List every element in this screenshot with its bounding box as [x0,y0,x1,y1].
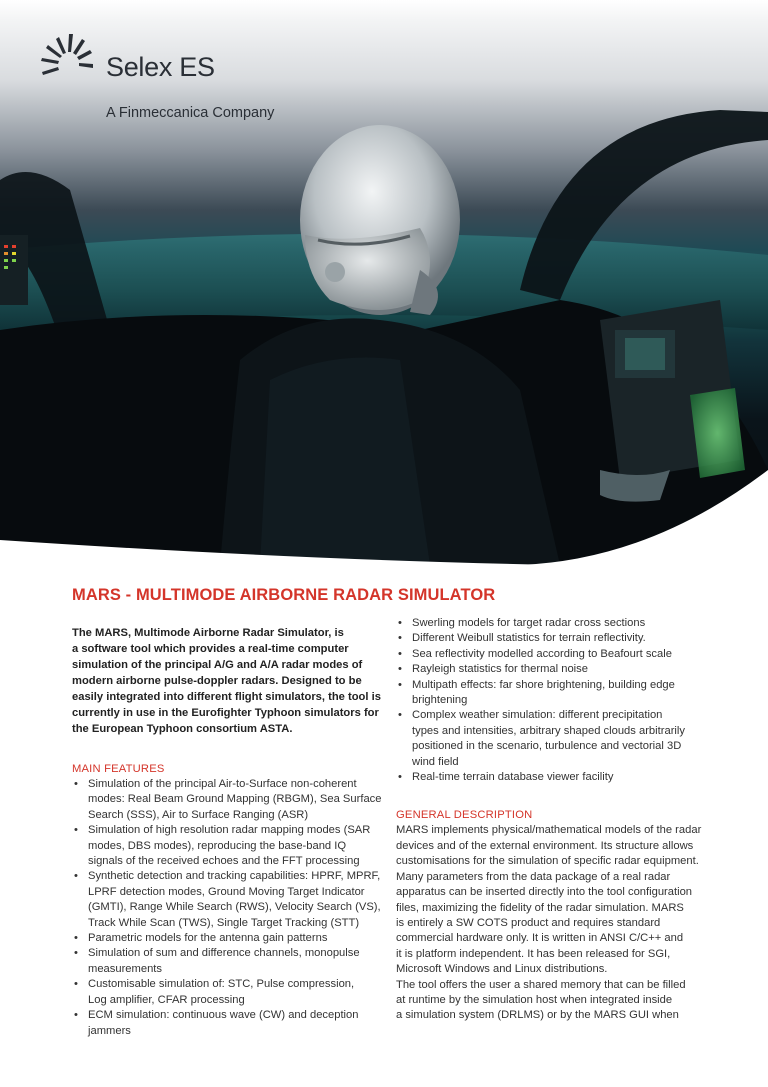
right-column [396,616,706,1024]
radiating-arc-icon [38,30,100,92]
main-features-title: MAIN FEATURES [72,763,165,775]
description-line: customisations for the simulation of specific radar equipment. [396,855,699,868]
page-title: MARS - MULTIMODE AIRBORNE RADAR SIMULATOR [72,586,496,604]
list-item: • Complex weather simulation: different precipitation types and intensities, arbitrary shaped clouds arbitrarily positioned in the scenario, turbulence and vectorial 3D wind field [396,708,706,770]
description-line: apparatus can be inserted directly into the tool configuration [396,886,693,899]
general-description-title: GENERAL DESCRIPTION [396,809,533,822]
description-line: The tool offers the user a shared memory that can be filled [396,978,686,991]
list-item: • Simulation of the principal Air-to-Surface non-coherent modes: Real Beam Ground Mapping (RBGM), Sea Surface Search (SSS), Air to Surface Ranging (ASR) [72,777,384,823]
description-line: MARS implements physical/mathematical models of the radar [396,824,702,837]
list-item: • Different Weibull statistics for terrain reflectivity. [396,631,706,646]
description-line: a simulation system (DRLMS) or by the MARS GUI when [396,1009,679,1022]
description-line: at runtime by the simulation host when integrated inside [396,993,673,1006]
brand-logo [38,30,318,130]
intro-line: currently in use in the Eurofighter Typhoon simulators for [72,707,379,719]
brand-tagline: A Finmeccanica Company [106,105,275,121]
list-item: • Simulation of sum and difference channels, monopulse measurements [72,946,384,977]
brand-name: Selex ES [106,52,215,82]
description-line: Microsoft Windows and Linux distributions. [396,963,608,976]
list-item: • Customisable simulation of: STC, Pulse compression, Log amplifier, CFAR processing [72,977,384,1008]
general-description-body [396,823,706,1023]
list-item: • Simulation of high resolution radar mapping modes (SAR modes, DBS modes), reproducing the base-band IQ signals of the received echoes and the FFT processing [72,823,384,869]
intro-line: the European Typhoon consortium ASTA. [72,723,293,735]
list-item: • Multipath effects: far shore brightening, building edge brightening [396,678,706,709]
description-line: files, maximizing the fidelity of the radar simulation. MARS [396,901,684,914]
list-item: • Swerling models for target radar cross sections [396,616,706,631]
list-item: • Real-time terrain database viewer facility [396,770,706,785]
left-column [72,625,384,1039]
description-line: commercial hardware only. It is written in ANSI C/C++ and [396,932,684,945]
intro-paragraph [72,625,384,737]
list-item: • Sea reflectivity modelled according to Beafourt scale [396,647,706,662]
list-item: • Synthetic detection and tracking capabilities: HPRF, MPRF, LPRF detection modes, Ground Moving Target Indicator (GMTI), Range While Search (RWS), Velocity Search (VS), Track While Scan (TWS), Single Target Tracking (STT) [72,869,384,931]
intro-line: a software tool which provides a real-time computer [72,643,349,655]
main-features-list [72,777,384,1039]
instrument-panel-left [0,235,28,305]
description-line: it is platform independent. It has been released for SGI, [396,947,671,960]
intro-line: The MARS, Multimode Airborne Radar Simulator, is [72,627,344,639]
list-item: • Rayleigh statistics for thermal noise [396,662,706,677]
description-line: Many parameters from the data package of a real radar [396,870,671,883]
description-line: is entirely a SW COTS product and requires standard [396,916,661,929]
additional-features-list [396,616,706,785]
intro-line: easily integrated into different flight simulators, the tool is [72,691,381,703]
pilot-helmet [300,125,460,315]
list-item: • Parametric models for the antenna gain patterns [72,931,384,946]
list-item: • ECM simulation: continuous wave (CW) and deception jammers [72,1008,384,1039]
intro-line: simulation of the principal A/G and A/A radar modes of [72,659,363,671]
intro-line: modern airborne pulse-doppler radars. Designed to be [72,675,362,687]
description-line: devices and of the external environment. Its structure allows [396,839,694,852]
